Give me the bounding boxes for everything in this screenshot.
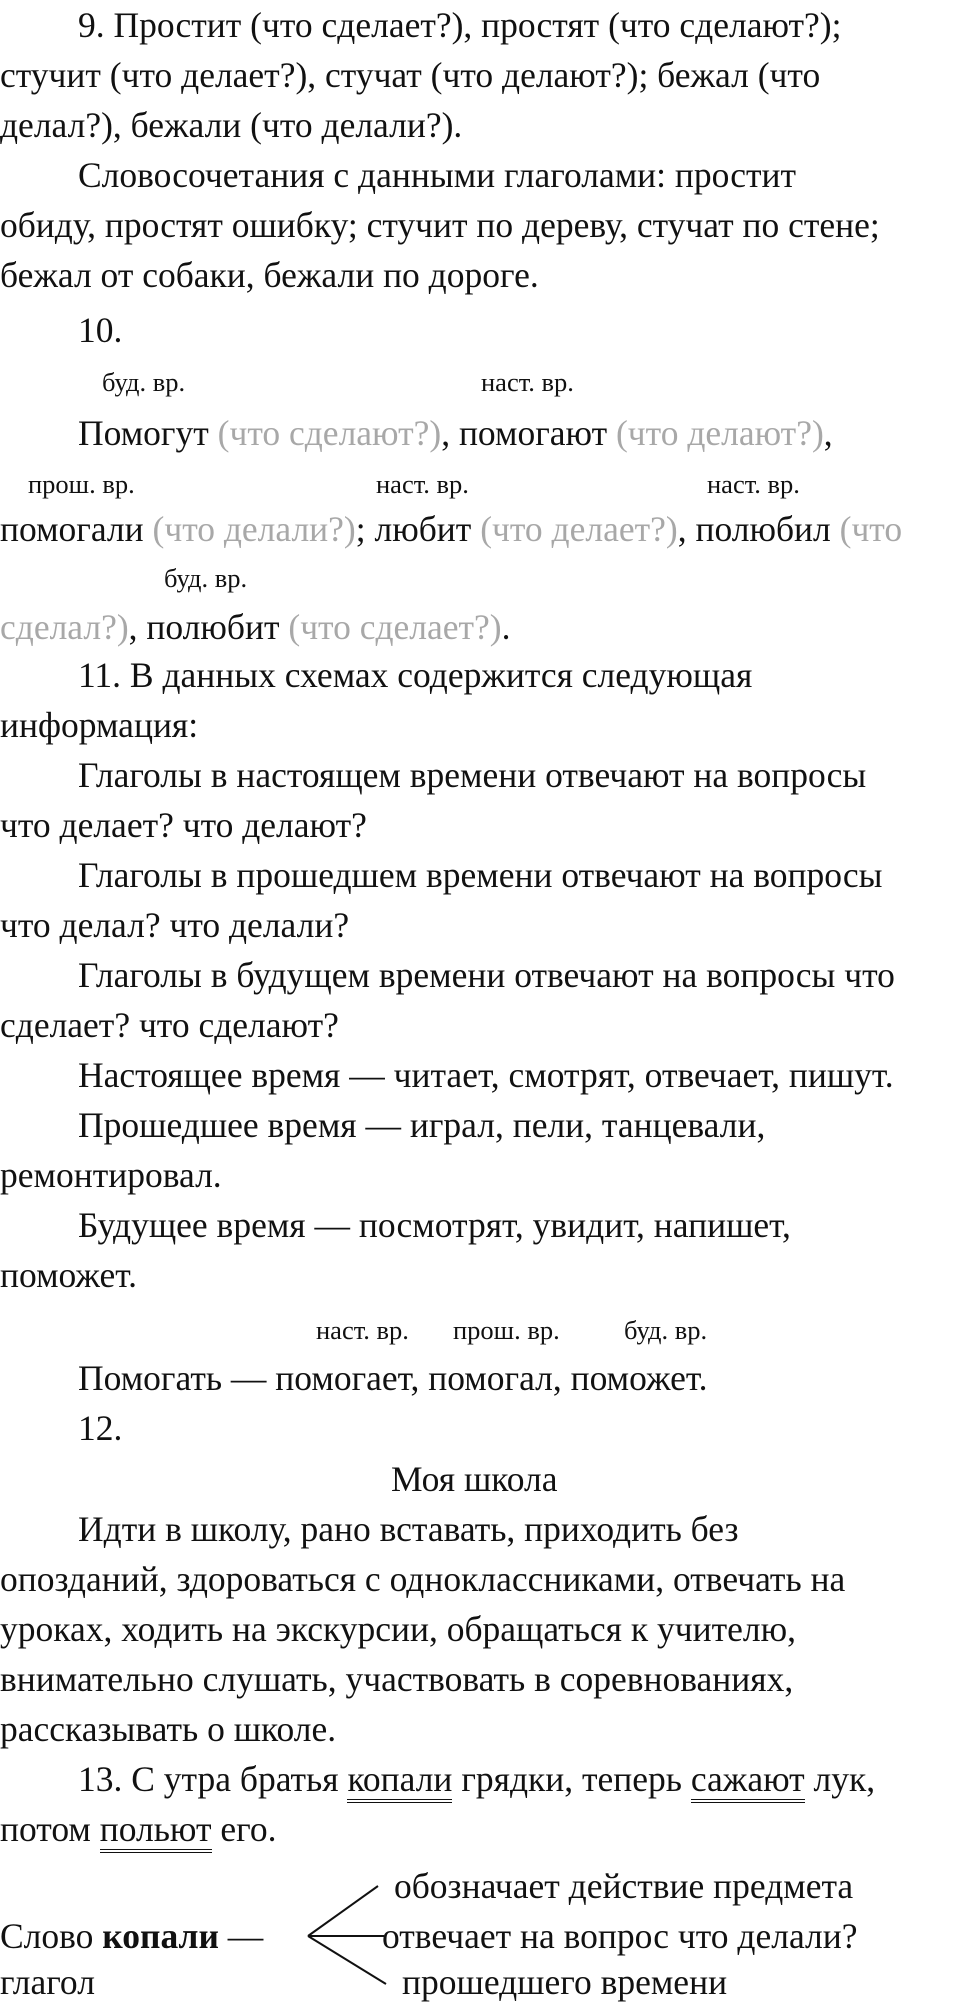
ex9-line-1: 9. Простит (что сделает?), простят (что сделают?); [78,5,842,45]
ex11-line-9: Настоящее время — читает, смотрят, отвечает, пишут. [78,1055,894,1095]
ex12-line-1: Идти в школу, рано вставать, приходить без [78,1509,739,1549]
punctuation: . [501,607,511,647]
ex9-line-6: бежал от собаки, бежали по дороге. [0,255,539,295]
punctuation: , [823,413,833,453]
ex11-line-11: ремонтировал. [0,1155,222,1195]
question-hint: (что сделают?) [217,413,442,453]
scheme-dash: — [227,1916,264,1956]
ex11-line-12: Будущее время — посмотрят, увидит, напишет, [78,1205,791,1245]
tense-tag: наст. вр. [316,1315,409,1345]
tense-tag: прош. вр. [28,469,135,499]
tense-tag: наст. вр. [376,469,469,499]
ex11-line-10: Прошедшее время — играл, пели, танцевали, [78,1105,766,1145]
tense-tag: буд. вр. [624,1315,708,1345]
ex13-line-2 [0,1807,276,1851]
tense-tag: прош. вр. [453,1315,560,1345]
ex9-line-3: делал?), бежали (что делали?). [0,105,463,145]
verb: ; любит [355,509,472,549]
verb: , помогают [441,413,608,453]
verb: , полюбил [677,509,831,549]
scheme-root [0,1914,263,1958]
ex10-line-3 [0,605,511,649]
sentence-text: 13. С утра братья [78,1759,339,1799]
ex11-line-5: Глаголы в прошедшем времени отвечают на вопросы [78,855,883,895]
ex10-line-1 [78,411,833,455]
scheme-branch-3: прошедшего времени [402,1962,728,2002]
underlined-verb: польют [100,1809,212,1853]
ex9-line-2: стучит (что делает?), стучат (что делают?); бежал (что [0,55,821,95]
ex11-line-7: Глаголы в будущем времени отвечают на вопросы что [78,955,895,995]
scheme-text: Слово [0,1916,94,1956]
scheme-word: копали [102,1916,219,1956]
ex9-line-5: обиду, простят ошибку; стучит по дереву, стучат по стене; [0,205,880,245]
ex12-line-5: рассказывать о школе. [0,1709,337,1749]
ex12-line-4: внимательно слушать, участвовать в соревнованиях, [0,1659,794,1699]
tense-tag: наст. вр. [481,367,574,397]
ex9-line-4: Словосочетания с данными глаголами: простит [78,155,797,195]
ex11-line-4: что делает? что делают? [0,805,367,845]
tense-tag: наст. вр. [707,469,800,499]
tense-tag: буд. вр. [102,367,186,397]
ex11-line-6: что делал? что делали? [0,905,350,945]
ex12-line-3: уроках, ходить на экскурсии, обращаться к учителю, [0,1609,796,1649]
sentence-text: грядки, теперь [461,1759,682,1799]
question-hint: (что делает?) [480,509,678,549]
verb: помогали [0,509,144,549]
scheme-branch-1: обозначает действие предмета [394,1866,854,1906]
verb: , полюбит [128,607,280,647]
ex10-line-2 [0,507,902,551]
ex11-line-13: поможет. [0,1255,137,1295]
ex12-line-2: опозданий, здороваться с одноклассниками, отвечать на [0,1559,846,1599]
underlined-verb: копали [347,1759,452,1803]
ex13-line-1 [78,1757,875,1801]
ex11-line-8: сделает? что сделают? [0,1005,339,1045]
scheme-root-2: глагол [0,1962,95,2002]
ex12-number: 12. [78,1408,123,1448]
sentence-text: лук, [813,1759,876,1799]
question-hint: (что сделает?) [288,607,502,647]
underlined-verb: сажают [691,1759,805,1803]
sentence-text: потом [0,1809,91,1849]
question-hint: (что делали?) [152,509,356,549]
essay-title: Моя школа [391,1459,558,1499]
question-hint: сделал?) [0,607,129,647]
ex11-line-2: информация: [0,705,199,745]
question-hint: (что делают?) [615,413,824,453]
ex11-line-3: Глаголы в настоящем времени отвечают на вопросы [78,755,867,795]
scheme-arrows-icon [300,1880,400,1990]
question-hint: (что [839,509,903,549]
sentence-text: его. [220,1809,277,1849]
ex10-number: 10. [78,310,123,350]
tense-tag: буд. вр. [164,563,248,593]
scheme-branch-2: отвечает на вопрос что делали? [382,1916,858,1956]
ex11-line-1: 11. В данных схемах содержится следующая [78,655,753,695]
ex11-line-14: Помогать — помогает, помогал, поможет. [78,1358,708,1398]
verb: Помогут [78,413,209,453]
